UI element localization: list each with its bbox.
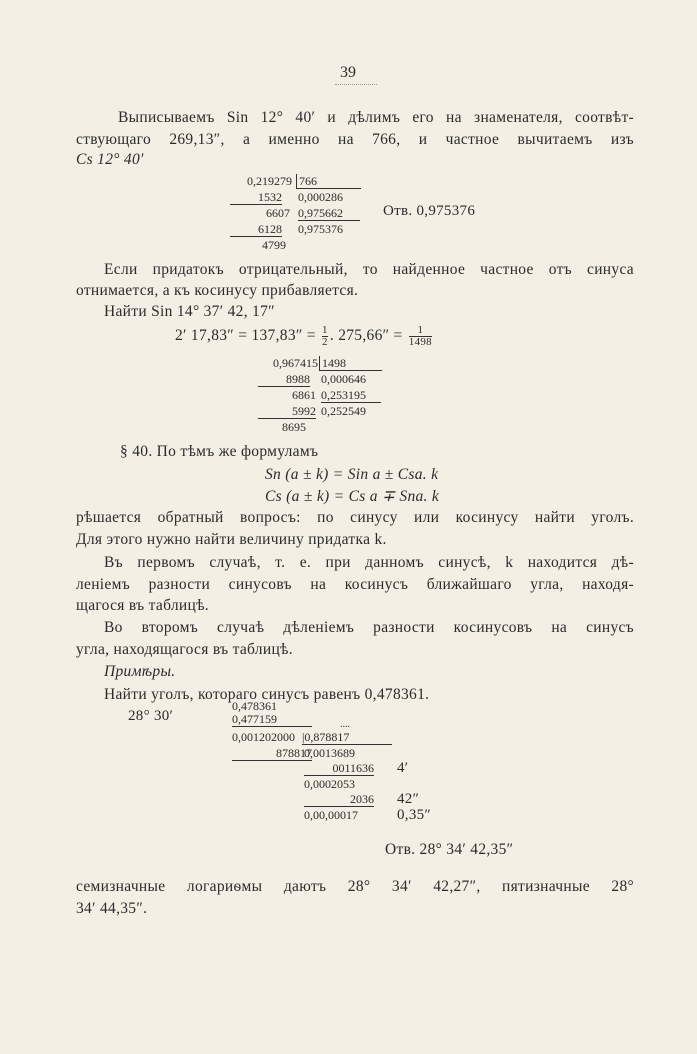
text-line: ствующаго 269,13″, а именно на 766, и частное вычитаемъ изъ xyxy=(76,131,634,148)
calc-value: 4799 xyxy=(262,238,286,252)
calc-value: 0,0002053 xyxy=(304,777,355,791)
numerator: 1 xyxy=(322,324,328,336)
calc-value: 0,477159 xyxy=(232,712,312,727)
calc-value: 5992 xyxy=(258,404,316,419)
fraction-half xyxy=(322,325,328,348)
calc-value: 8695 xyxy=(282,420,306,434)
divisor: 1498 xyxy=(319,356,382,371)
equation-part: . 275,66″ = xyxy=(329,327,403,345)
calc-value: 0,478361 xyxy=(232,699,277,713)
calc-value: 0,000646 xyxy=(321,372,366,386)
page-number: 39 xyxy=(340,64,356,81)
calc-value: 0,253195 xyxy=(321,388,381,403)
text-line: рѣшается обратный вопросъ: по синусу или косинусу найти уголъ. xyxy=(76,509,634,526)
repeating-dots: .... xyxy=(340,719,350,730)
answer: Отв. 0,975376 xyxy=(383,203,476,219)
text-line: Если придатокъ отрицательный, то найденное частное отъ синуса xyxy=(104,261,634,278)
examples-heading: Примѣры. xyxy=(104,663,176,680)
result-seconds: 42″ xyxy=(397,791,420,807)
calc-value: 0,975662 xyxy=(298,206,360,221)
fraction-inverse xyxy=(409,325,432,348)
text-line: Во второмъ случаѣ дѣленіемъ разности косинусовъ на синусъ xyxy=(104,619,634,636)
calc-value: 0,975376 xyxy=(298,222,343,236)
text-line: угла, находящагося въ таблицѣ. xyxy=(76,641,293,658)
text-line: щагося въ таблицѣ. xyxy=(76,597,209,614)
text-line: 34′ 44,35″. xyxy=(76,900,148,917)
answer: Отв. 28° 34′ 42,35″ xyxy=(385,841,514,858)
calc-value: 0,001202000 xyxy=(232,730,295,744)
text-line: отнимается, а къ косинусу прибавляется. xyxy=(76,282,359,299)
equation-part: 2′ 17,83″ = 137,83″ = xyxy=(175,327,316,345)
angle: 28° 30′ xyxy=(128,708,174,724)
calc-value: 6607 xyxy=(266,206,290,220)
text-line: Найти Sin 14° 37′ 42, 17″ xyxy=(104,303,275,320)
result-minutes: 4′ xyxy=(397,760,409,776)
text-line: леніемъ разности синусовъ на косинусъ ближайшаго угла, находя- xyxy=(76,576,634,593)
calc-value: 6861 xyxy=(292,388,316,402)
result-fraction: 0,35″ xyxy=(397,807,431,823)
text-line: Выписываемъ Sin 12° 40′ и дѣлимъ его на знаменателя, соотвѣт- xyxy=(118,109,634,126)
denominator: 2 xyxy=(322,336,328,348)
text-line: Найти уголъ, котораго синусъ равенъ 0,478361. xyxy=(104,686,430,703)
text-line: семизначные логариѳмы даютъ 28° 34′ 42,27″, пятизначные 28° xyxy=(76,878,634,895)
calc-value: 0,252549 xyxy=(321,404,366,418)
text-line: Въ первомъ случаѣ, т. е. при данномъ синусѣ, k находится дѣ- xyxy=(104,554,634,571)
calc-value: 0,219279 xyxy=(247,174,292,188)
calc-value: 0,00,00017 xyxy=(304,808,358,822)
calc-value: 0011636 xyxy=(304,761,374,776)
calc-value: 0,000286 xyxy=(298,190,343,204)
calc-value: 2036 xyxy=(304,792,374,807)
numerator: 1 xyxy=(417,324,424,336)
divisor: |0,878817 xyxy=(302,730,392,745)
page-number-rule xyxy=(335,84,377,85)
formula: Cs (a ± k) = Cs a ∓ Sna. k xyxy=(265,488,440,505)
equation-line xyxy=(175,325,434,348)
calc-value: 8988 xyxy=(258,372,310,387)
divisor-value: 0,878817 xyxy=(304,730,350,744)
calc-value: 878817 xyxy=(232,746,312,761)
calc-value: 0,967415 xyxy=(273,356,318,370)
section-heading: § 40. По тѣмъ же формуламъ xyxy=(120,443,319,460)
calc-value: 6128 xyxy=(230,222,282,237)
calc-value: 0,0013689 xyxy=(304,746,355,760)
denominator: 1498 xyxy=(408,336,432,348)
text-line: Cs 12° 40′ xyxy=(76,151,144,168)
calc-value: 1532 xyxy=(230,190,282,205)
text-line: Для этого нужно найти величину придатка k. xyxy=(76,531,387,548)
formula: Sn (a ± k) = Sin a ± Csa. k xyxy=(265,466,439,483)
divisor: 766 xyxy=(296,174,361,189)
